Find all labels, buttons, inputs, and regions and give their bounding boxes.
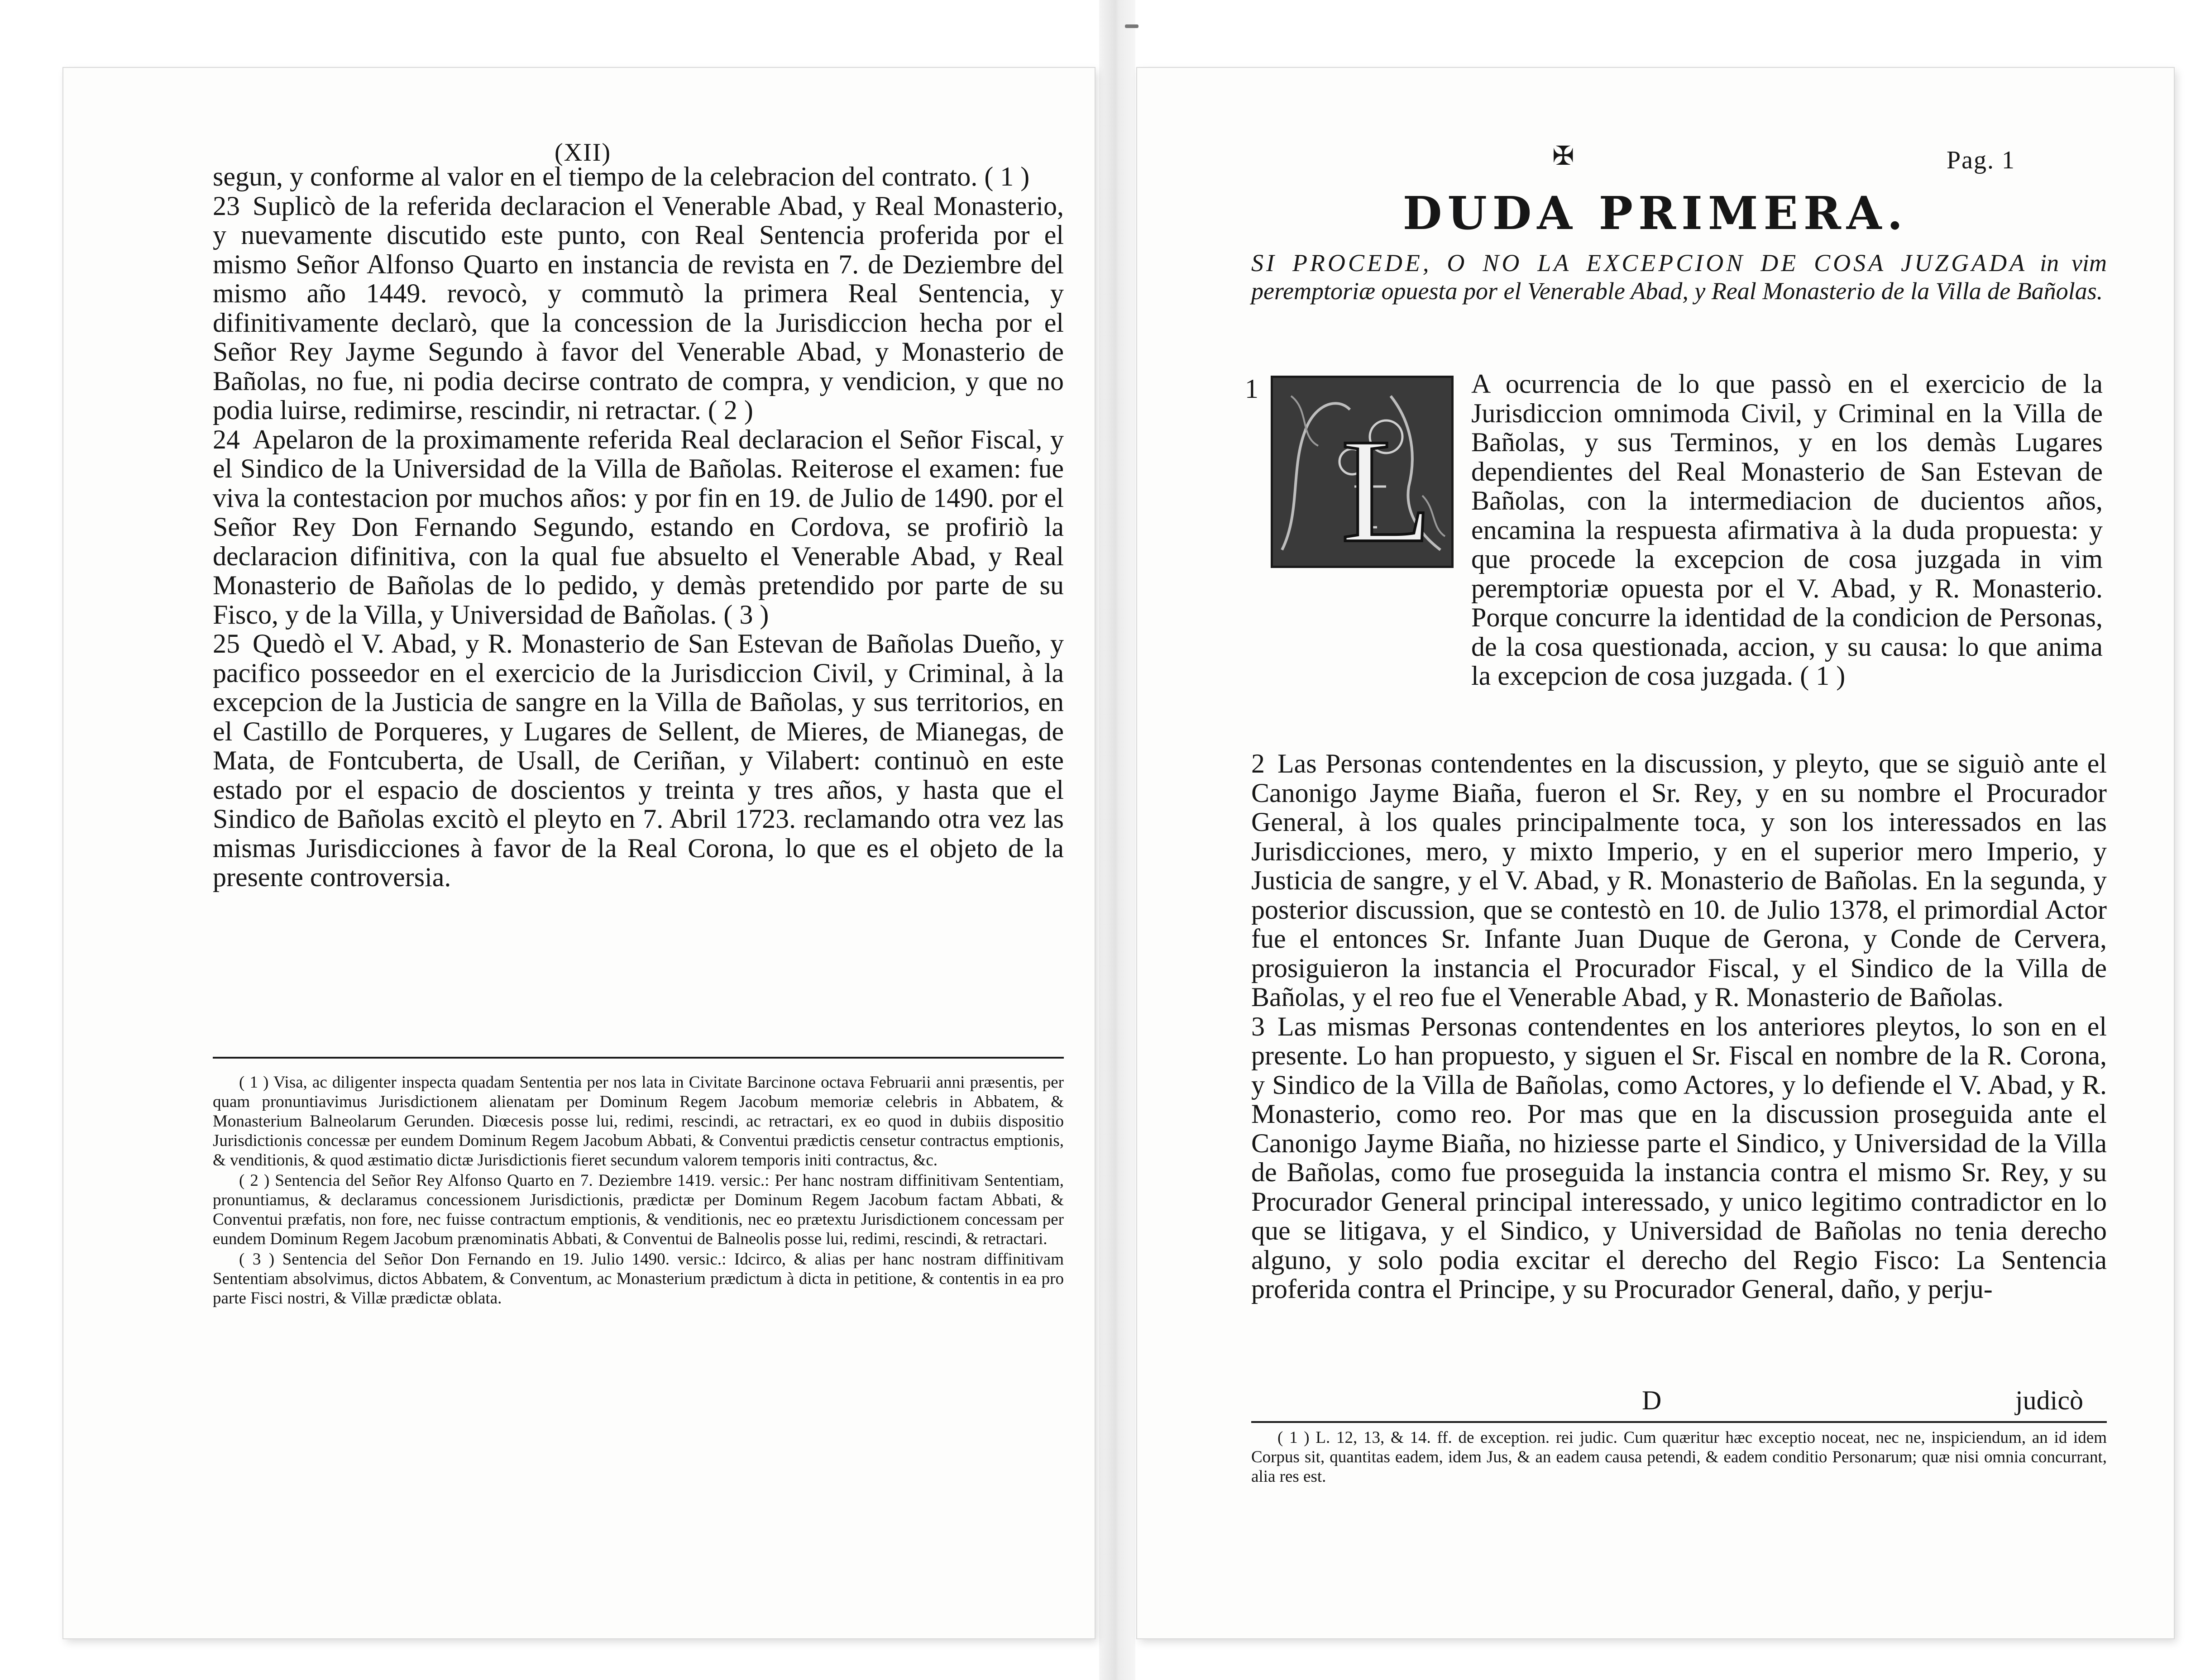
footnote: ( 2 ) Sentencia del Señor Rey Alfonso Quarto en 7. Deziembre 1419. versic.: Per hanc nostram diffinitivam Sententiam, pronuntiamus, & declaramus concessionem Jurisdictionis, prædictæ per Dominum Regem Jacobum factam Abbati, & Conventui præfatis, non fore, nec fuisse contractum emptionis, & venditionis, nec eo prætextu Jurisdictionem concessam per eundem Dominum Regem Jacobum prænominatis Abbati, & Conventui de Balneolis posse lui, redimi, rescindi, & retractari. (213, 1171, 1064, 1248)
catchword: judicò (2015, 1385, 2083, 1415)
initial-letter: L (1341, 408, 1432, 566)
footnote-divider (213, 1057, 1064, 1059)
cross-ornament: ✠ (1552, 141, 1574, 171)
footnote: ( 3 ) Sentencia del Señor Don Fernando en 19. Julio 1490. versic.: Idcirco, & alias per hanc nostram diffinitivam Sententiam absolvimus, dictos Abbatem, & Conventum, ac Monasterium prædictum à dicta in petitione, & contentis in ea pro parte Fisci nostri, & Villæ prædictæ oblata. (213, 1250, 1064, 1308)
paragraph-number: 24 (213, 424, 240, 454)
footnote: ( 1 ) L. 12, 13, & 14. ff. de exception. rei judic. Cum quæritur hæc exceptio noceat, nec ne, inspiciendum, an id idem Corpus sit, quantitas eadem, idem Jus, & an eadem causa petendi, & eadem conditio Personarum; quæ nisi omnia concurrant, alia res est. (1251, 1428, 2107, 1486)
left-paragraph (213, 162, 1064, 191)
section-subtitle (1251, 249, 2107, 305)
paragraph-number: 2 (1251, 749, 1265, 778)
paragraph-text: Suplicò de la referida declaracion el Venerable Abad, y Real Monasterio, y nuevamente discutido este punto, con Real Sentencia proferida por el mismo Señor Alfonso Quarto en instancia de revista en 7. de Deziembre del mismo año 1449. revocò, y commutò la primera Real Sentencia, y difinitivamente declarò, que la concession de la Jurisdiccion hecha por el Señor Rey Jayme Segundo à favor del Venerable Abad, y Monasterio de Bañolas, no fue, ni podia decirse contrato de compra, y vendicion, y que no podia luirse, redimirse, rescindir, ni retractar. ( 2 ) (213, 191, 1064, 425)
footnote-divider (1251, 1421, 2107, 1423)
right-paragraph (1251, 1012, 2107, 1304)
left-footnotes (213, 1073, 1064, 1309)
paragraph-text: Las mismas Personas contendentes en los anteriores pleytos, lo son en el presente. Lo han propuesto, y siguen el Sr. Fiscal en nombre de la R. Corona, y Sindico de la Villa de Bañolas, como Actores, y lo defiende el V. Abad, y R. Monasterio, como reo. Por mas que en la discussion proseguida ante el Canonigo Jayme Biaña, no hiziesse parte el Sindico, y Universidad de la Villa de Bañolas, como fue proseguida la instancia contra el mismo Sr. Rey, y su Procurador General principal interessado, y unico legitimo contradictor en lo que se litigava, y el Sindico, y Universidad de Bañolas no tenia derecho alguno, y solo podia excitar el derecho del Regio Fisco: La Sentencia proferida contra el Principe, y su Procurador General, daño, y perju- (1251, 1011, 2107, 1304)
decorated-initial (1271, 376, 1454, 568)
section-title: DUDA PRIMERA. (1402, 186, 1909, 240)
right-paragraph-1-lead (1471, 369, 2103, 691)
paragraph-text: Quedò el V. Abad, y R. Monasterio de San Estevan de Bañolas Dueño, y pacifico posseedor en el exercicio de la Jurisdiccion Civil, y Criminal, à la excepcion de la Justicia de sangre en la Villa de Bañolas, y sus territorios, en el Castillo de Porqueres, y Lugares de Sellent, de Mieres, de Mianegas, de Mata, de Fontcuberta, de Usall, de Ceriñan, y Vilabert: continuò en este estado por el espacio de doscientos y treinta y tres años, y hasta que el Sindico de Bañolas excitò el pleyto en 7. Abril 1723. reclamando otra vez las mismas Jurisdicciones à favor de la Real Corona, lo que es el objeto de la presente controversia. (213, 629, 1064, 892)
paragraph-text-start (1471, 369, 2103, 691)
left-page-body (213, 162, 1064, 892)
paragraph-text: A ocurrencia de lo que passò en el exercicio de la Jurisdiccion omnimoda Civil, y Criminal en la Villa de Bañolas, y sus Terminos, y en los demàs Lugares dependientes del Real Monasterio de San Estevan de Bañolas, con la intermediacion de ducientos años, encamina la respuesta afirmativa à la duda propuesta: y que procede la excepcion de cosa juzgada in vim peremptoriæ opuesta por el V. Abad, y R. Monasterio. Porque concurre la identidad de la condicion de Personas, de la cosa questionada, accion, y su causa: lo que anima la excepcion de cosa juzgada. ( 1 ) (1471, 369, 2103, 691)
left-page-header: (XII) (555, 138, 612, 167)
paragraph-text: Apelaron de la proximamente referida Real declaracion el Señor Fiscal, y el Sindico de la Universidad de la Villa de Bañolas. Reiterose el examen: fue viva la contestacion por muchos años: y por fin en 19. de Julio de 1490. por el Señor Rey Don Fernando Segundo, estando en Cordova, se profiriò la declaracion difinitiva, con la qual fue absuelto el Venerable Abad, y Real Monasterio de Bañolas de lo pedido, y demàs pretendido por parte de su Fisco, y de la Villa, y Universidad de Bañolas. ( 3 ) (213, 424, 1064, 630)
paragraph-number: 1 (1245, 374, 1258, 404)
paragraph-number: 25 (213, 629, 240, 659)
decorated-initial-art (1273, 378, 1451, 566)
left-paragraph (213, 191, 1064, 425)
book-gutter (1099, 0, 1135, 1680)
paragraph-text: segun, y conforme al valor en el tiempo de la celebracion del contrato. ( 1 ) (213, 162, 1030, 191)
right-paragraph (1251, 749, 2107, 1012)
paragraph-number: 23 (213, 191, 240, 221)
paragraph-text: Las Personas contendentes en la discussion, y pleyto, que se siguiò ante el Canonigo Jayme Biaña, fueron el Sr. Rey, y en su nombre el Procurador General, à los quales principalmente toca, y son los interessados en las Jurisdicciones, mero, y mixto Imperio, y en el superior mero Imperio, y Justicia de sangre, y el V. Abad, y R. Monasterio de Bañolas. En la segunda, y posterior discussion, que se contestò en 10. de Julio 1378, el primordial Actor fue el entonces Sr. Infante Juan Duque de Gerona, y Conde de Cervera, prosiguieron la instancia el Procurador Fiscal, y el Sindico de la Villa de Bañolas, y el reo fue el Venerable Abad, y R. Monasterio de Bañolas. (1251, 749, 2107, 1012)
scan-mark (1125, 24, 1138, 28)
right-page-body (1251, 749, 2107, 1304)
right-page-header: Pag. 1 (1947, 146, 2015, 174)
signature-mark: D (1642, 1385, 1662, 1415)
paragraph-number: 3 (1251, 1011, 1265, 1041)
right-footnotes (1251, 1428, 2107, 1487)
left-page (63, 68, 1095, 1638)
left-paragraph (213, 425, 1064, 630)
footnote: ( 1 ) Visa, ac diligenter inspecta quadam Sententia per nos lata in Civitate Barcinone octava Februarii anni præsentis, per quam pronuntiavimus Jurisdictionem alienatam per Dominum Regem Jacobum memoriæ celebris in Abbatem, & Monasterium Balneolarum Gerunden. Diœcesis posse lui, redimi, rescindi, ac retractari, ex eo quod in dubiis dispositio Jurisdictionis concessæ per eundem Dominum Regem Jacobum Abbati, & Conventui prædictis censetur contractus emptionis, & venditionis, & quod æstimatio dictæ Jurisdictionis fieret secundum valorem temporis initi contractus, &c. (213, 1073, 1064, 1169)
subtitle-caps: SI PROCEDE, O NO LA EXCEPCION DE COSA JUZGADA (1251, 249, 2028, 277)
left-paragraph (213, 629, 1064, 892)
subtitle-rest: in vim peremptoriæ opuesta por el Venerable Abad, y Real Monasterio de la Villa de Bañolas. (1251, 249, 2107, 305)
right-page (1137, 68, 2174, 1638)
